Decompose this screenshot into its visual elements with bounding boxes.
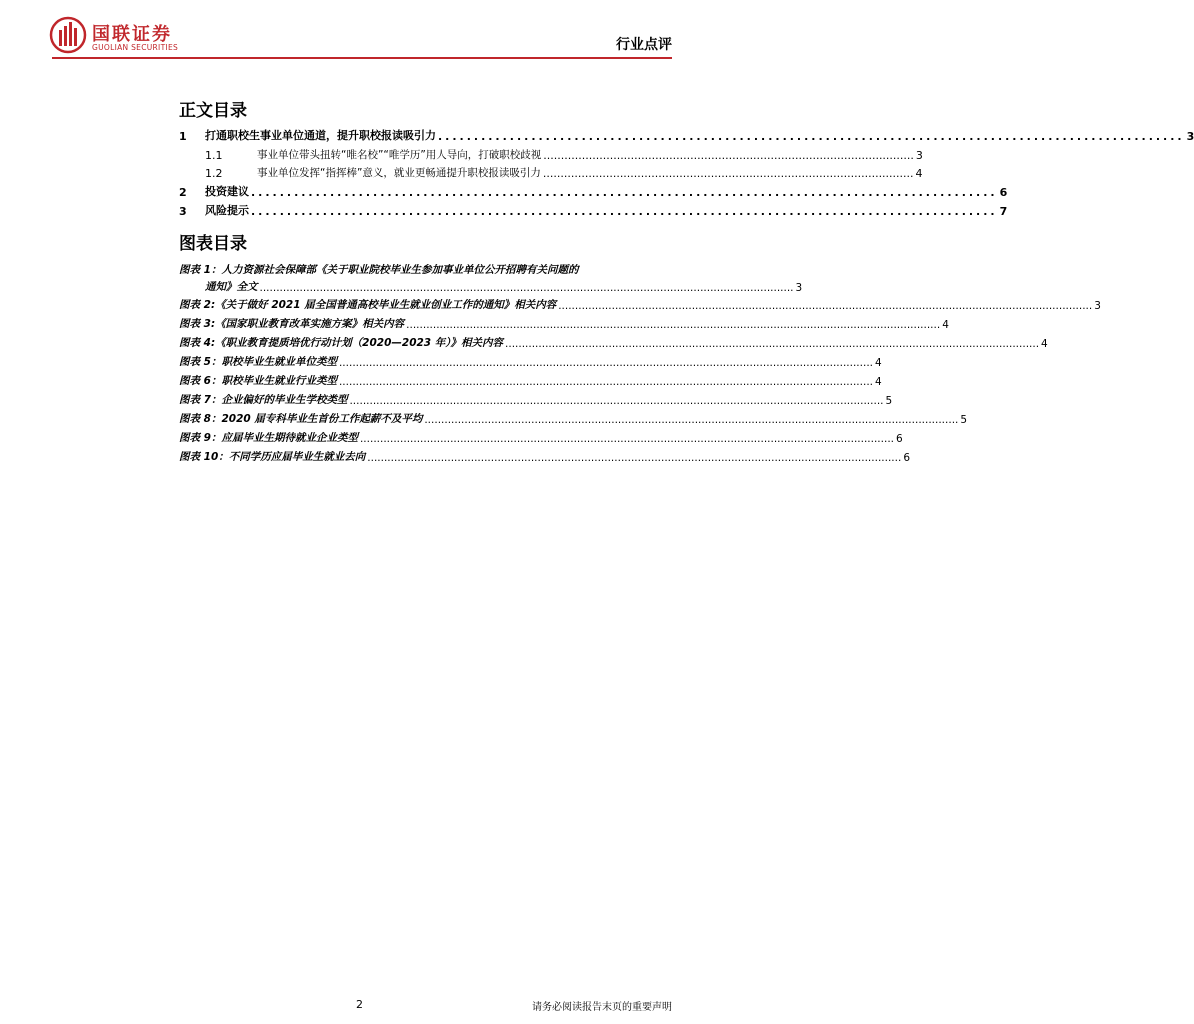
- toc-entry-text: 风险提示: [205, 204, 249, 217]
- figure-entry[interactable]: [179, 428, 903, 445]
- figure-entry-text: 图表 6：职校毕业生就业行业类型: [179, 375, 337, 387]
- page-number: 2: [356, 998, 363, 1011]
- figure-entry[interactable]: [179, 390, 893, 407]
- page-header: [0, 0, 724, 70]
- toc-leader-dots: ................................................................................................................................................................: [406, 319, 941, 331]
- toc-entry-page: 7: [999, 205, 1008, 218]
- figure-entry-text: 图表 2:《关于做好 2021 届全国普通高校毕业生就业创业工作的通知》相关内容: [179, 299, 557, 311]
- toc-entry-number: 3: [179, 205, 187, 218]
- figure-entry-page: 4: [1041, 338, 1048, 350]
- figure-entry-page: 3: [1094, 300, 1101, 312]
- figure-entry[interactable]: [179, 447, 910, 464]
- toc-leader-dots: ................................................................................................................................................................: [505, 338, 1040, 350]
- figure-entry-line1[interactable]: 图表 1：人力资源社会保障部《关于职业院校毕业生参加事业单位公开招聘有关问题的: [179, 264, 579, 276]
- toc-leader-dots: ..........................................................................................................: [543, 149, 914, 162]
- toc-entry-text: 打通职校生事业单位通道，提升职校报读吸引力: [205, 129, 436, 142]
- figure-entry[interactable]: [179, 295, 1101, 312]
- figure-entry-text: 图表 4:《职业教育提质培优行动计划（2020—2023 年）》相关内容: [179, 337, 504, 349]
- toc-leader-dots: ................................................................................................................................................................: [338, 376, 873, 388]
- toc-leader-dots: ................................................................................................................................................................: [424, 414, 959, 426]
- figure-entry-text: 图表 3:《国家职业教育改革实施方案》相关内容: [179, 318, 405, 330]
- toc-entry-number: 1: [179, 130, 187, 143]
- figure-entry-page: 6: [903, 452, 910, 464]
- figure-entry-text: 图表 7：企业偏好的毕业生学校类型: [179, 394, 348, 406]
- toc-entry-text: 事业单位发挥“指挥棒”意义，就业更畅通提升职校报读吸引力: [257, 167, 541, 179]
- toc-entry-text: 投资建议: [205, 185, 249, 198]
- figure-entry[interactable]: [179, 314, 949, 331]
- figure-entry-text: 图表 8：2020 届专科毕业生首份工作起薪不及平均: [179, 413, 423, 425]
- toc-entry-number: 1.1: [205, 149, 223, 162]
- figure-entry-text: 图表 10：不同学历应届毕业生就业去向: [179, 451, 366, 463]
- figure-entry-page: 4: [875, 376, 882, 388]
- figure-entry-page: 4: [942, 319, 949, 331]
- figure-entry-text: 图表 5：职校毕业生就业单位类型: [179, 356, 337, 368]
- toc-leader-dots: ........................................................................................................: [251, 186, 998, 199]
- toc-title: 正文目录: [179, 101, 247, 121]
- toc-entry[interactable]: [179, 200, 1008, 218]
- figures-title: 图表目录: [179, 234, 247, 254]
- toc-entry-number: 1.2: [205, 167, 223, 180]
- toc-subentry[interactable]: [179, 144, 923, 162]
- toc-leader-dots: ..........................................................................................................: [542, 167, 914, 180]
- toc-entry[interactable]: [179, 181, 1008, 199]
- toc-leader-dots: ................................................................................................................................................................: [338, 357, 873, 369]
- toc-entry-text: 事业单位带头扭转“唯名校”“唯学历”用人导向，打破职校歧视: [257, 149, 542, 161]
- header-divider: [52, 57, 672, 59]
- figure-entry-page: 4: [875, 357, 882, 369]
- toc-leader-dots: ........................................................................................................: [251, 205, 998, 218]
- toc-entry-page: 4: [915, 167, 923, 180]
- figure-entry[interactable]: [179, 333, 1048, 350]
- figure-entry-page: 3: [795, 282, 803, 294]
- toc-leader-dots: ................................................................................................................................................................: [367, 452, 902, 464]
- toc-entry-page: 3: [915, 149, 923, 162]
- logo-english-name: GUOLIAN SECURITIES: [92, 43, 179, 52]
- toc-leader-dots: ................................................................................................................................................................: [359, 433, 894, 445]
- figure-entry[interactable]: [179, 277, 803, 294]
- toc-subentry[interactable]: [179, 162, 923, 180]
- figure-entry[interactable]: [179, 409, 968, 426]
- logo-chinese-name: 国联证券: [92, 24, 172, 45]
- toc-leader-dots: ................................................................................................................................................................: [259, 282, 794, 294]
- report-type-label: 行业点评: [616, 37, 672, 53]
- guolian-logo-icon: [50, 16, 86, 54]
- footer-disclaimer: 请务必阅读报告末页的重要声明: [532, 1002, 672, 1013]
- toc-leader-dots: ................................................................................................................................................................: [558, 300, 1093, 312]
- figure-entry-page: 6: [896, 433, 903, 445]
- figure-entry[interactable]: [179, 352, 882, 369]
- toc-entry[interactable]: [179, 125, 1194, 143]
- figure-entry-page: 5: [960, 414, 968, 426]
- toc-entry-number: 2: [179, 186, 187, 199]
- toc-entry-page: 6: [999, 186, 1008, 199]
- toc-leader-dots: ................................................................................................................................................................: [349, 395, 884, 407]
- toc-leader-dots: ........................................................................................................: [438, 130, 1185, 143]
- figure-entry[interactable]: [179, 371, 882, 388]
- toc-entry-page: 3: [1186, 130, 1194, 143]
- figure-entry-text: 图表 9：应届毕业生期待就业企业类型: [179, 432, 358, 444]
- figure-entry-page: 5: [885, 395, 893, 407]
- figure-entry-text: 通知》全文: [205, 281, 258, 293]
- company-logo: [50, 16, 190, 56]
